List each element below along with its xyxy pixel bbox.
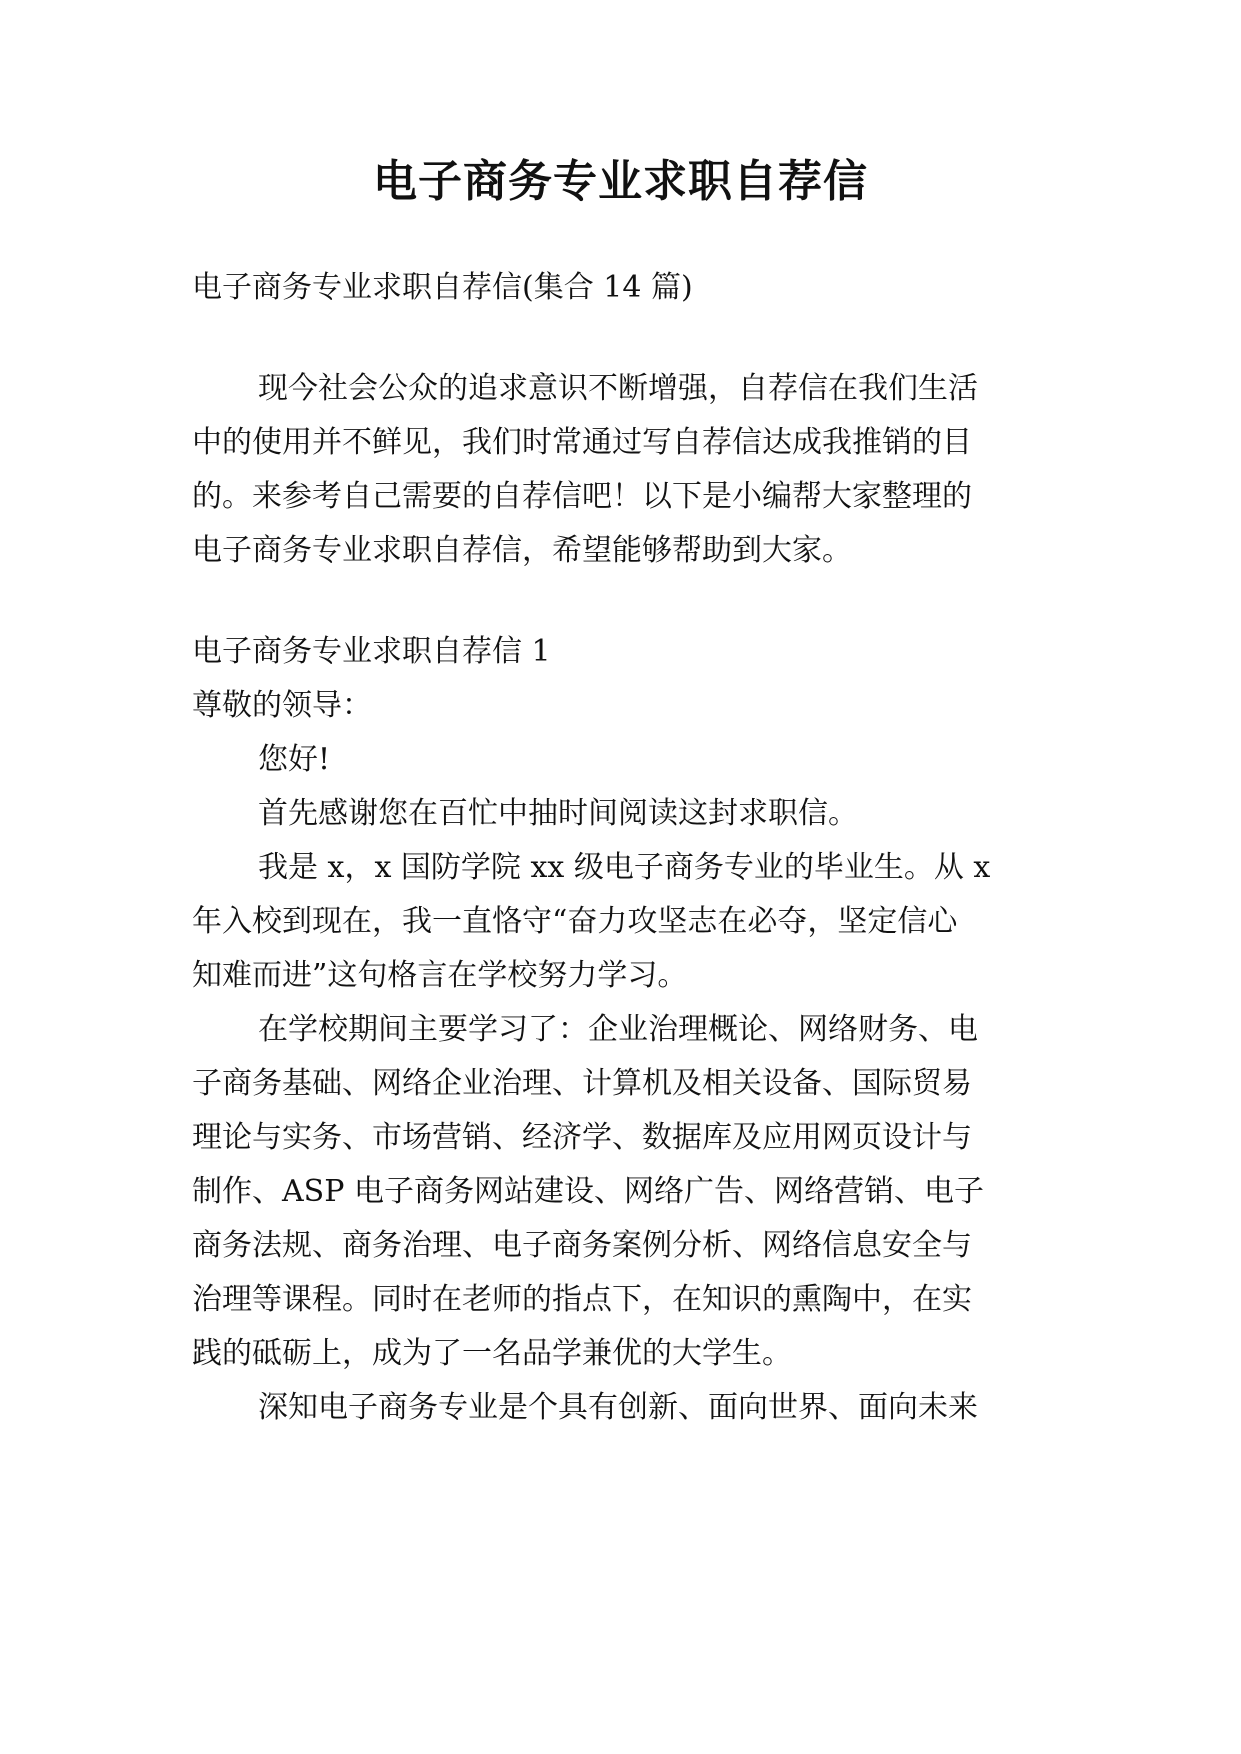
- intro-line: 现今社会公众的追求意识不断增强，自荐信在我们生活: [258, 371, 978, 406]
- paragraph-line: 年入校到现在，我一直恪守“奋力攻坚志在必夺，坚定信心: [192, 904, 958, 939]
- paragraph-line: 理论与实务、市场营销、经济学、数据库及应用网页设计与: [192, 1120, 972, 1155]
- paragraph-line: 子商务基础、网络企业治理、计算机及相关设备、国际贸易: [192, 1066, 972, 1101]
- paragraph-line: 深知电子商务专业是个具有创新、面向世界、面向未来: [258, 1390, 978, 1425]
- paragraph-line: 商务法规、商务治理、电子商务案例分析、网络信息安全与: [192, 1228, 972, 1263]
- paragraph-line: 知难而进”这句格言在学校努力学习。: [192, 958, 688, 993]
- paragraph-line: 治理等课程。同时在老师的指点下，在知识的熏陶中，在实: [192, 1282, 972, 1317]
- greeting: 您好!: [258, 742, 331, 777]
- paragraph-line: 我是 x，x 国防学院 xx 级电子商务专业的毕业生。从 x: [258, 850, 991, 885]
- intro-line: 的。来参考自己需要的自荐信吧！以下是小编帮大家整理的: [192, 479, 972, 514]
- paragraph-line: 制作、ASP 电子商务网站建设、网络广告、网络营销、电子: [192, 1174, 984, 1209]
- paragraph-line: 首先感谢您在百忙中抽时间阅读这封求职信。: [258, 796, 858, 831]
- section-heading: 电子商务专业求职自荐信 1: [192, 634, 551, 669]
- document-title: 电子商务专业求职自荐信: [373, 156, 868, 207]
- salutation: 尊敬的领导：: [192, 688, 372, 723]
- intro-line: 中的使用并不鲜见，我们时常通过写自荐信达成我推销的目: [192, 425, 972, 460]
- intro-line: 电子商务专业求职自荐信，希望能够帮助到大家。: [192, 533, 852, 568]
- document-subtitle: 电子商务专业求职自荐信(集合 14 篇): [192, 270, 693, 305]
- paragraph-line: 践的砥砺上，成为了一名品学兼优的大学生。: [192, 1336, 792, 1371]
- paragraph-line: 在学校期间主要学习了：企业治理概论、网络财务、电: [258, 1012, 978, 1047]
